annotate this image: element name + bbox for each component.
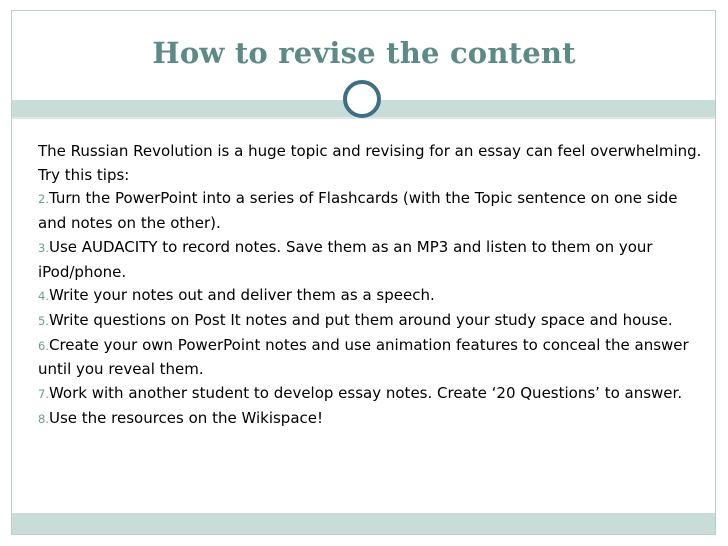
list-item (38, 187, 704, 235)
item-text: Work with another student to develop essay notes. Create ‘20 Questions’ to answer. (48, 384, 683, 403)
list-item (38, 309, 704, 334)
item-text: Create your own PowerPoint notes and use animation features to conceal the answer until you reveal them. (38, 335, 689, 379)
item-text: Write questions on Post It notes and put them around your study space and house. (48, 310, 673, 329)
list-item (38, 334, 704, 382)
item-number: 7. (38, 387, 49, 402)
slide-body (38, 140, 704, 431)
footer-band (12, 513, 715, 534)
item-text: Turn the PowerPoint into a series of Flashcards (with the Topic sentence on one side and notes on the other). (38, 189, 678, 233)
item-number: 8. (38, 411, 49, 426)
item-number: 6. (38, 338, 49, 353)
slide-title: How to revise the content (152, 36, 576, 70)
list-item (38, 284, 704, 309)
list-item (38, 407, 704, 432)
list-item (38, 236, 704, 284)
item-number: 4. (38, 289, 49, 304)
item-text: Write your notes out and deliver them as a speech. (48, 286, 435, 305)
item-text: Use the resources on the Wikispace! (48, 408, 323, 427)
item-number: 2. (38, 192, 49, 207)
item-text: Use AUDACITY to record notes. Save them as an MP3 and listen to them on your iPod/phone. (38, 237, 653, 281)
circle-ornament-icon (343, 80, 381, 118)
item-number: 5. (38, 313, 49, 328)
intro-text: The Russian Revolution is a huge topic and revising for an essay can feel overwhelming. Try this tips: (38, 142, 702, 184)
list-item (38, 382, 704, 407)
item-number: 3. (38, 240, 49, 255)
